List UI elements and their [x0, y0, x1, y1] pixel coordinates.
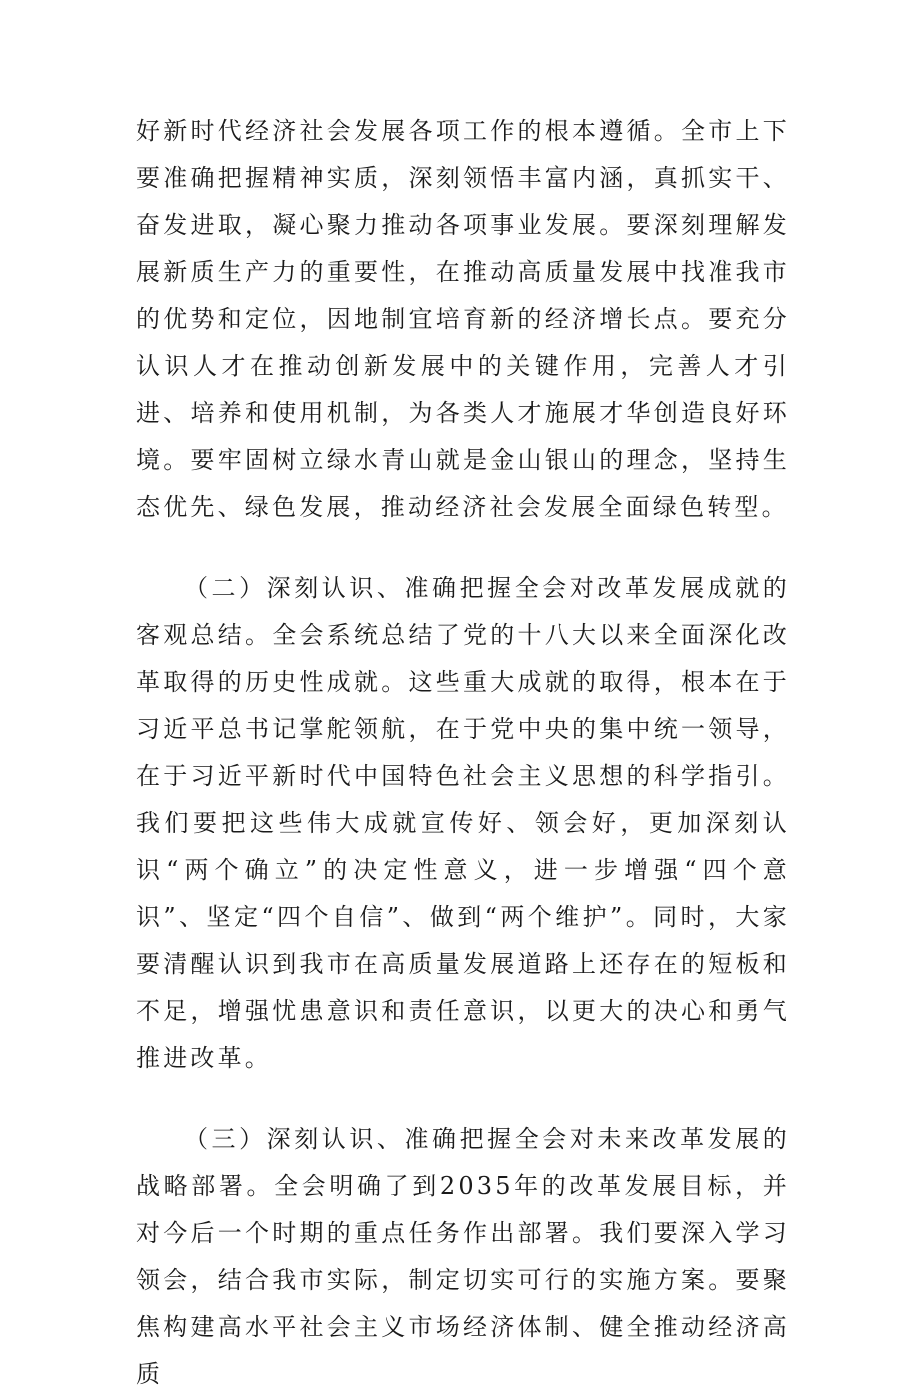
paragraph-continuation: 好新时代经济社会发展各项工作的根本遵循。全市上下要准确把握精神实质，深刻领悟丰富内涵，真抓实干、奋发进取，凝心聚力推动各项事业发展。要深刻理解发展新质生产力的重要性，在推动高质量发展中找准我市的优势和定位，因地制宜培育新的经济增长点。要充分认识人才在推动创新发展中的关键作用，完善人才引进、培养和使用机制，为各类人才施展才华创造良好环境。要牢固树立绿水青山就是金山银山的理念，坚持生态优先、绿色发展，推动经济社会发展全面绿色转型。 — [136, 117, 790, 521]
paragraph-section-three: （三）深刻认识、准确把握全会对未来改革发展的战略部署。全会明确了到2035年的改革发展目标，并对今后一个时期的重点任务作出部署。我们要深入学习领会，结合我市实际，制定切实可行的实施方案。要聚焦构建高水平社会主义市场经济体制、健全推动经济高质 — [136, 1125, 790, 1388]
paragraph-section-two: （二）深刻认识、准确把握全会对改革发展成就的客观总结。全会系统总结了党的十八大以来全面深化改革取得的历史性成就。这些重大成就的取得，根本在于习近平总书记掌舵领航，在于党中央的集中统一领导，在于习近平新时代中国特色社会主义思想的科学指引。我们要把这些伟大成就宣传好、领会好，更加深刻认识“两个确立”的决定性意义，进一步增强“四个意识”、坚定“四个自信”、做到“两个维护”。同时，大家要清醒认识到我市在高质量发展道路上还存在的短板和不足，增强忧患意识和责任意识，以更大的决心和勇气推进改革。 — [136, 574, 790, 1072]
document-body — [136, 108, 790, 1398]
